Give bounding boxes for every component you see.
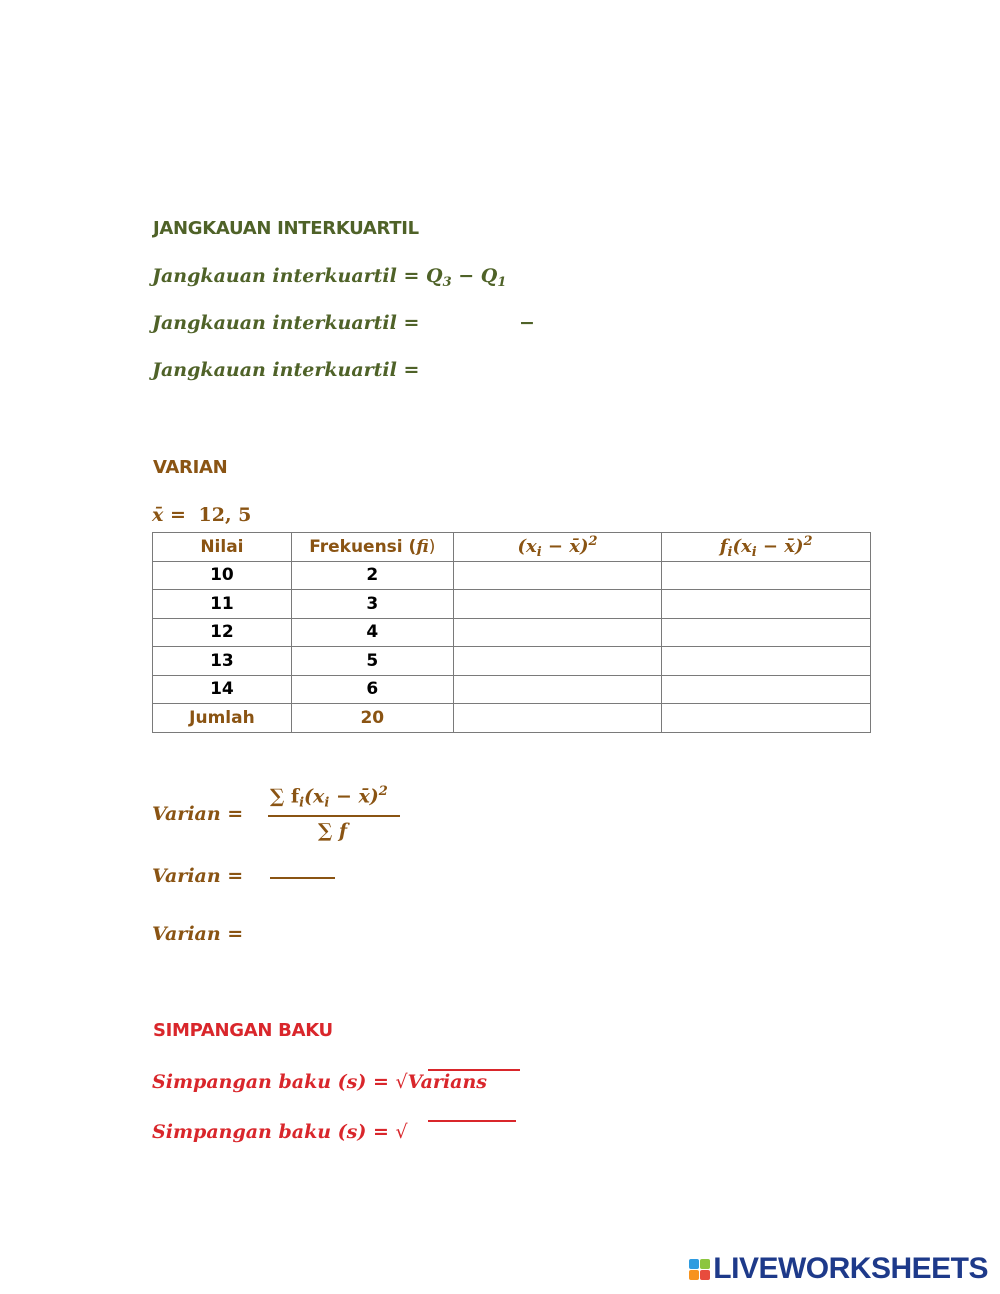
sqrt-vinculum [428, 1069, 520, 1071]
varian-formula-lhs: Varian = [152, 803, 244, 825]
cell-answer[interactable] [662, 675, 871, 704]
logo-square [689, 1259, 699, 1269]
liveworksheets-logo [689, 1252, 988, 1286]
frequency-table [152, 532, 871, 733]
cell-answer[interactable] [453, 618, 662, 647]
cell-nilai: 10 [153, 561, 292, 590]
logo-mark-icon [689, 1259, 710, 1280]
cell-answer[interactable] [662, 590, 871, 619]
cell-frek: 2 [291, 561, 453, 590]
header-nilai: Nilai [153, 533, 292, 562]
varian-numerator [270, 784, 388, 810]
logo-square [700, 1270, 710, 1280]
num-x-sub: i [324, 795, 330, 811]
cell-frek: 6 [291, 675, 453, 704]
header-deviation-squared [453, 533, 662, 562]
logo-square [689, 1270, 699, 1280]
num-f-sub: i [299, 795, 305, 811]
jangkauan-formula-lhs: Jangkauan interkuartil = [152, 265, 420, 287]
header-frekuensi-close: ) [428, 536, 436, 557]
q3-subscript: 3 [442, 275, 452, 290]
jangkauan-line-2-minus: − [519, 312, 535, 334]
table-row [153, 561, 871, 590]
header-weighted-deviation [662, 533, 871, 562]
header-frekuensi-fi: fi [416, 536, 429, 557]
simpangan-formula-lhs: Simpangan baku (s) = [152, 1071, 389, 1093]
cell-answer[interactable] [662, 704, 871, 733]
num-sup: 2 [378, 784, 388, 799]
header-frekuensi [291, 533, 453, 562]
table-row [153, 647, 871, 676]
jangkauan-line-2-lhs: Jangkauan interkuartil = [152, 312, 420, 334]
cell-answer[interactable] [453, 590, 662, 619]
table-row [153, 675, 871, 704]
table-row [153, 590, 871, 619]
simpangan-heading: SIMPANGAN BAKU [153, 1020, 333, 1041]
varian-heading: VARIAN [153, 457, 228, 478]
cell-answer[interactable] [453, 561, 662, 590]
cell-answer[interactable] [662, 561, 871, 590]
simpangan-formula [152, 1071, 487, 1093]
sqrt-symbol: √ [395, 1071, 408, 1093]
cell-nilai: 11 [153, 590, 292, 619]
cell-nilai: 13 [153, 647, 292, 676]
total-label: Jumlah [153, 704, 292, 733]
varian-fraction-bar [268, 815, 400, 817]
cell-frek: 3 [291, 590, 453, 619]
q3-symbol: Q [426, 265, 443, 287]
logo-square [700, 1259, 710, 1269]
num-sigma-f: ∑ f [270, 785, 300, 808]
total-frek: 20 [291, 704, 453, 733]
hdr4-xsub: i [751, 544, 757, 560]
mean-label: x̄ = [152, 504, 186, 526]
sqrt-symbol-2: √ [395, 1121, 408, 1143]
mean-line [152, 504, 251, 526]
jangkauan-formula [152, 265, 506, 290]
jangkauan-line-3 [152, 359, 419, 381]
simpangan-line-2 [152, 1121, 408, 1143]
hdr4-fsub: i [727, 544, 733, 560]
table-header-row [153, 533, 871, 562]
cell-answer[interactable] [453, 704, 662, 733]
jangkauan-line-2 [152, 312, 419, 334]
table-row [153, 618, 871, 647]
cell-answer[interactable] [662, 647, 871, 676]
cell-frek: 5 [291, 647, 453, 676]
cell-frek: 4 [291, 618, 453, 647]
cell-answer[interactable] [662, 618, 871, 647]
varian-denominator: ∑ f [318, 820, 348, 842]
hdr4-open: (x [732, 535, 752, 557]
q1-subscript: 1 [497, 275, 507, 290]
table-total-row [153, 704, 871, 733]
simpangan-line-2-lhs: Simpangan baku (s) = [152, 1121, 389, 1143]
header-frekuensi-text: Frekuensi ( [309, 536, 417, 557]
hdr4-rest: − x̄) [756, 535, 804, 557]
logo-text: LIVEWORKSHEETS [713, 1252, 988, 1285]
minus-sign: − [458, 265, 475, 287]
varian-line-2: Varian = [152, 865, 244, 887]
num-rest: − x̄) [329, 785, 379, 808]
varian-line-3: Varian = [152, 923, 244, 945]
jangkauan-heading: JANGKAUAN INTERKUARTIL [153, 218, 419, 239]
cell-answer[interactable] [453, 675, 662, 704]
mean-value: 12, 5 [198, 504, 252, 526]
hdr4-f: f [719, 535, 728, 557]
num-open: (x [304, 785, 325, 808]
q1-symbol: Q [480, 265, 498, 287]
hdr3-sub: i [536, 544, 542, 560]
hdr4-sup: 2 [803, 533, 813, 549]
radicand: Varians [407, 1071, 487, 1093]
hdr3-sup: 2 [588, 533, 598, 549]
sqrt-vinculum-2 [428, 1120, 516, 1122]
hdr3-open: (x [517, 535, 537, 557]
cell-answer[interactable] [453, 647, 662, 676]
varian-line-2-fraction-bar [270, 877, 335, 879]
hdr3-rest: − x̄) [541, 535, 589, 557]
cell-nilai: 14 [153, 675, 292, 704]
cell-nilai: 12 [153, 618, 292, 647]
jangkauan-line-3-lhs: Jangkauan interkuartil = [152, 359, 420, 381]
